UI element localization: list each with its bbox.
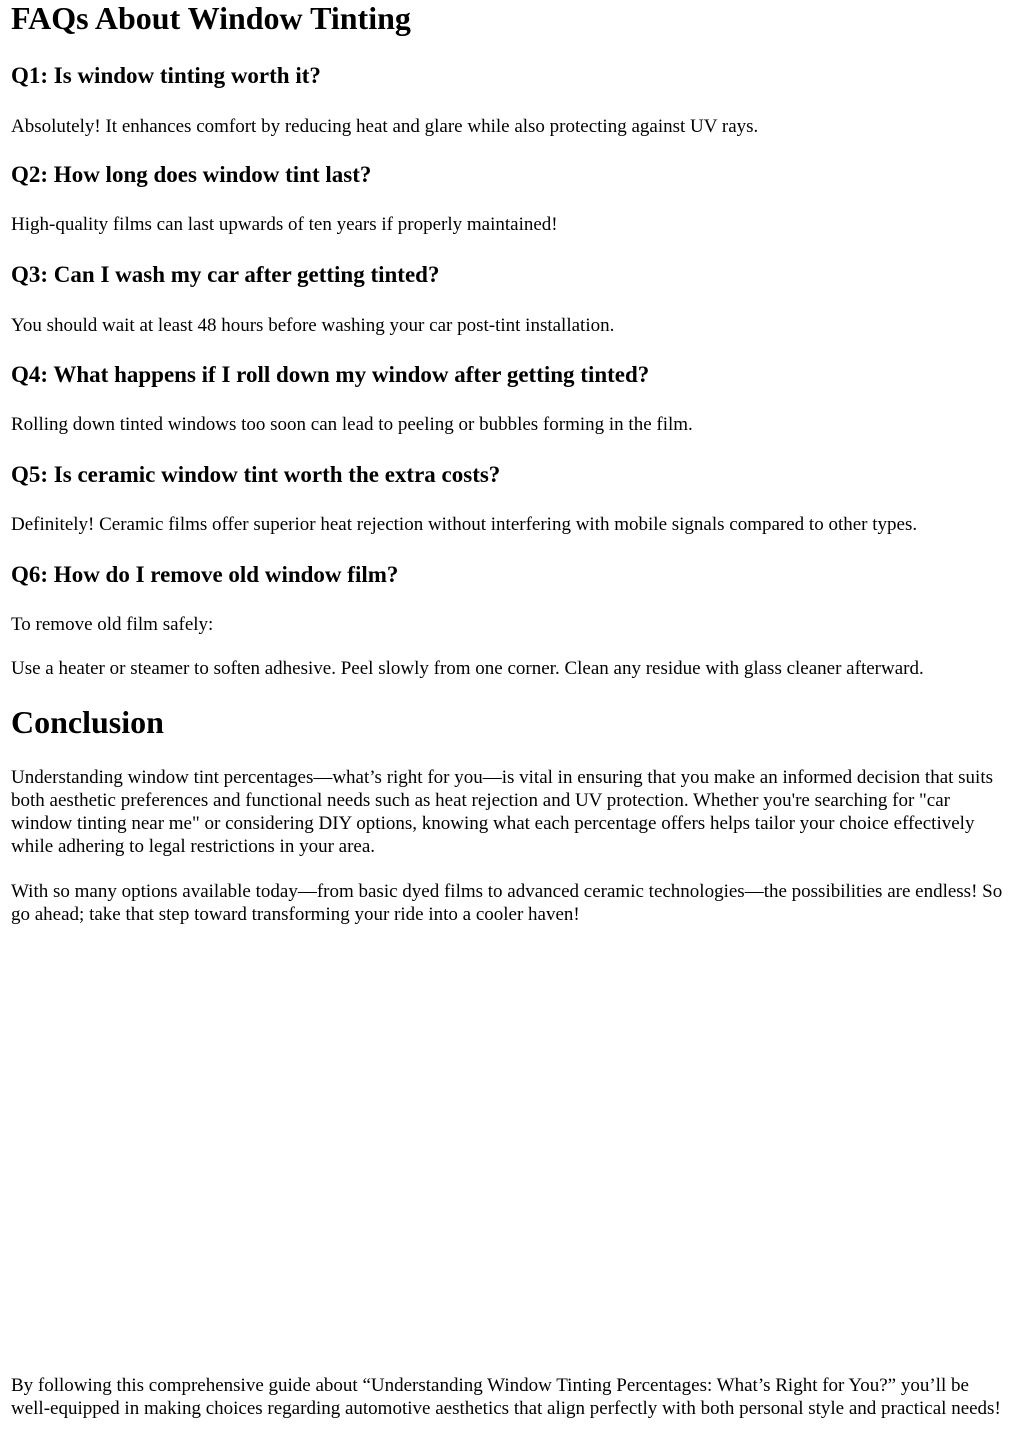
faq-question-2: Q2: How long does window tint last? — [11, 162, 372, 187]
conclusion-paragraph-1: Understanding window tint percentages—what’s right for you—is vital in ensuring that you make an informed decision that suits both aesthetic preferences and functional needs such as heat rejection and UV protection. Whether you're searching for "car window tinting near me" or considering DIY options, knowing what each percentage offers helps tailor your choice effectively while adhering to legal restrictions in your area. — [11, 767, 994, 857]
faq-question-6: Q6: How do I remove old window film? — [11, 562, 399, 587]
faq-answer-3: You should wait at least 48 hours before washing your car post-tint installation. — [11, 315, 615, 336]
faq-answer-5: Definitely! Ceramic films offer superior heat rejection without interfering with mobile signals compared to other types. — [11, 514, 918, 535]
conclusion-heading: Conclusion — [11, 704, 164, 740]
faq-question-5: Q5: Is ceramic window tint worth the extra costs? — [11, 462, 501, 487]
faq-heading: FAQs About Window Tinting — [11, 0, 411, 36]
faq-question-1: Q1: Is window tinting worth it? — [11, 63, 321, 88]
conclusion-paragraph-3: By following this comprehensive guide about “Understanding Window Tinting Percentages: What’s Right for You?” you’ll be well-equipped in making choices regarding automotive aesthetics that align perfectly with both personal style and practical needs! — [11, 1375, 1001, 1419]
faq-answer-1: Absolutely! It enhances comfort by reducing heat and glare while also protecting against UV rays. — [11, 116, 759, 137]
faq-question-3: Q3: Can I wash my car after getting tinted? — [11, 262, 440, 287]
faq-answer-6-steps: Use a heater or steamer to soften adhesive. Peel slowly from one corner. Clean any residue with glass cleaner afterward. — [11, 658, 924, 679]
faq-answer-6: To remove old film safely: — [11, 614, 214, 635]
faq-answer-4: Rolling down tinted windows too soon can lead to peeling or bubbles forming in the film. — [11, 414, 693, 435]
faq-question-4: Q4: What happens if I roll down my window after getting tinted? — [11, 362, 650, 387]
faq-answer-2: High-quality films can last upwards of ten years if properly maintained! — [11, 214, 558, 235]
conclusion-paragraph-2: With so many options available today—from basic dyed films to advanced ceramic technologies—the possibilities are endless! So go ahead; take that step toward transforming your ride into a cooler haven! — [11, 881, 1003, 925]
